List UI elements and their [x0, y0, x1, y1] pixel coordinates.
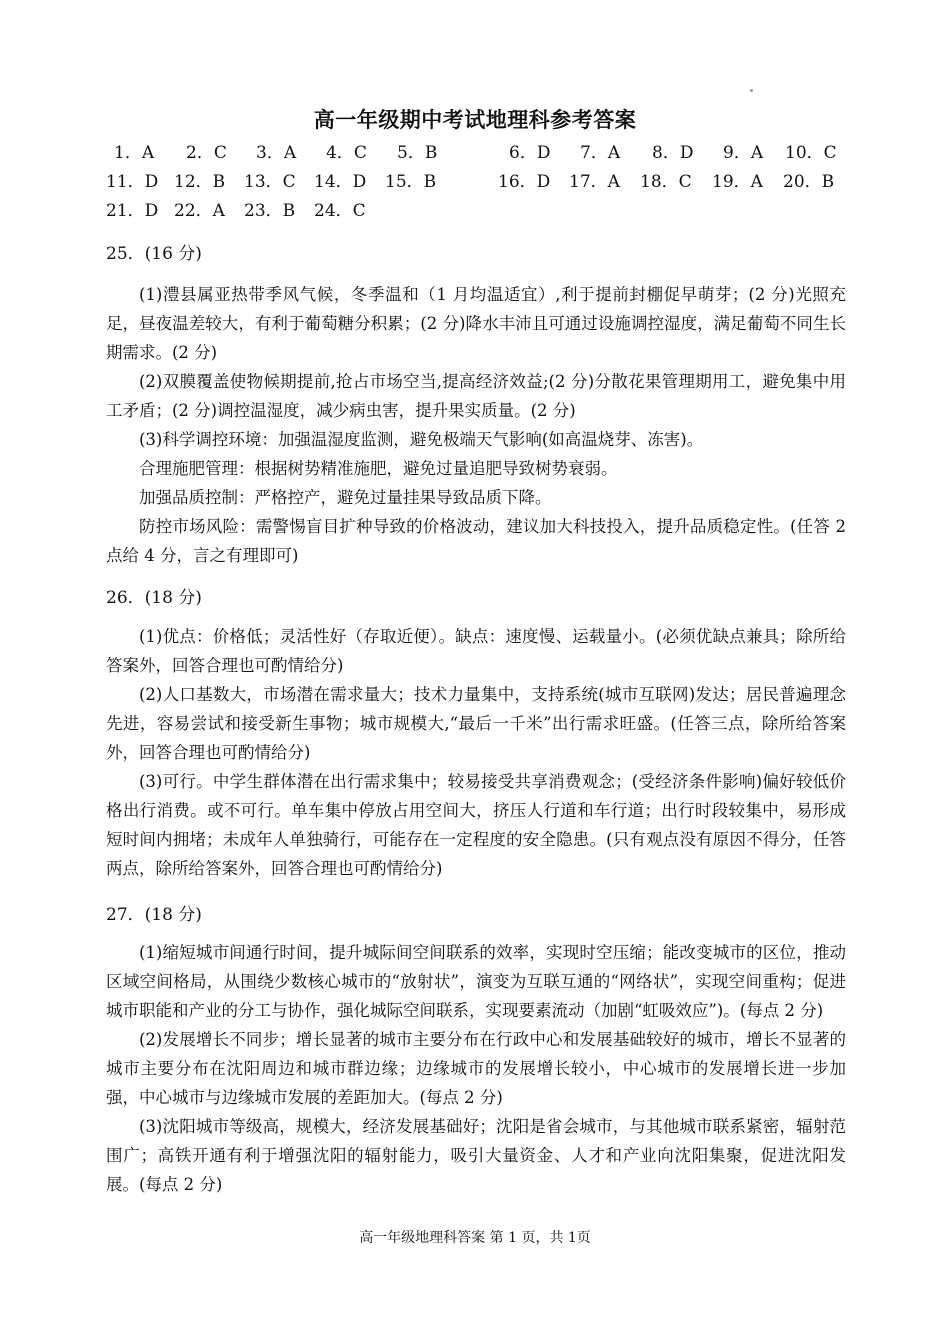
answer-item: 18．C [640, 172, 692, 192]
q25-part3: (3)科学调控环境：加强温湿度监测，避免极端天气影响(如高温烧芽、冻害)。 [139, 430, 704, 449]
answer-item: 3．A [256, 143, 297, 163]
q27-heading: 27．(18 分) [106, 905, 202, 925]
q27-part3: (3)沈阳城市等级高，规模大，经济发展基础好；沈阳是省会城市，与其他城市联系紧密，辐射范围广；高铁开通有利于增强沈阳的辐射能力，吸引大量资金、人才和产业向沈阳集聚，促进沈阳发展。(每点 2 分) [106, 1117, 846, 1194]
answer-item: 4．C [326, 143, 367, 163]
answer-item: 24．C [314, 201, 366, 221]
answer-item: 5．B [397, 143, 438, 163]
answer-item: 23．B [244, 201, 296, 221]
page-footer: 高一年级地理科答案 第 1 页，共 1页 [359, 1230, 591, 1246]
answer-item: 6．D [509, 143, 551, 163]
answer-item: 17．A [569, 172, 620, 192]
q26-answers [106, 622, 846, 883]
answer-item: 11．D [106, 172, 159, 192]
q26-part2: (2)人口基数大，市场潜在需求量大；技术力量集中，支持系统(城市互联网)发达；居民普遍理念先进，容易尝试和接受新生事物；城市规模大,“最后一千米”出行需求旺盛。(任答三点，除所给答案外，回答合理也可酌情给分) [106, 685, 846, 762]
answer-item: 9．A [723, 143, 764, 163]
q25-part3-point: 加强品质控制：严格控产，避免过量挂果导致品质下降。 [139, 488, 552, 507]
answer-item: 12．B [174, 172, 226, 192]
answer-item: 13．C [244, 172, 296, 192]
q25-part2: (2)双膜覆盖使物候期提前,抢占市场空当,提高经济效益;(2 分)分散花果管理期用工，避免集中用工矛盾；(2 分)调控温湿度，减少病虫害，提升果实质量。(2 分) [106, 372, 846, 420]
answer-item: 14．D [314, 172, 367, 192]
q27-answers [106, 938, 846, 1199]
q26-heading: 26．(18 分) [106, 588, 202, 608]
answer-item: 15．B [385, 172, 437, 192]
page-title: 高一年级期中考试地理科参考答案 [313, 108, 637, 132]
answer-item: 8．D [652, 143, 694, 163]
q27-part2: (2)发展增长不同步；增长显著的城市主要分布在行政中心和发展基础较好的城市，增长不显著的城市主要分布在沈阳周边和城市群边缘；边缘城市的发展增长较小，中心城市的发展增长进一步加强，中心城市与边缘城市发展的差距加大。(每点 2 分) [106, 1030, 846, 1107]
answer-item: 16．D [498, 172, 551, 192]
q25-heading: 25．(16 分) [106, 244, 202, 264]
answer-item: 2．C [186, 143, 227, 163]
answer-item: 19．A [712, 172, 763, 192]
answer-item: 22．A [174, 201, 225, 221]
q25-part3-point: 合理施肥管理：根据树势精准施肥，避免过量追肥导致树势衰弱。 [139, 459, 618, 478]
scan-dot [750, 89, 753, 92]
q25-part3-point: 防控市场风险：需警惕盲目扩种导致的价格波动，建议加大科技投入，提升品质稳定性。(任答 2 点给 4 分，言之有理即可) [106, 517, 846, 565]
answer-item: 20．B [783, 172, 835, 192]
answer-item: 21．D [106, 201, 159, 221]
answer-item: 7．A [580, 143, 621, 163]
q26-part3: (3)可行。中学生群体潜在出行需求集中；较易接受共享消费观念；(受经济条件影响)偏好较低价格出行消费。或不可行。单车集中停放占用空间大，挤压人行道和车行道；出行时段较集中，易形成短时间内拥堵；未成年人单独骑行，可能存在一定程度的安全隐患。(只有观点没有原因不得分，任答两点，除所给答案外，回答合理也可酌情给分) [106, 772, 846, 878]
q25-part1: (1)澧县属亚热带季风气候，冬季温和（1 月均温适宜）,利于提前封棚促早萌芽；(2 分)光照充足，昼夜温差较大，有利于葡萄糖分积累；(2 分)降水丰沛且可通过设施调控湿度，满足葡萄不同生长期需求。(2 分) [106, 285, 846, 362]
q27-part1: (1)缩短城市间通行时间，提升城际间空间联系的效率，实现时空压缩；能改变城市的区位，推动区域空间格局，从围绕少数核心城市的“放射状”，演变为互联互通的“网络状”，实现空间重构；促进城市职能和产业的分工与协作，强化城际空间联系，实现要素流动（加剧“虹吸效应”)。(每点 2 分) [106, 943, 846, 1020]
q26-part1: (1)优点：价格低；灵活性好（存取近便）。缺点：速度慢、运载量小。(必须优缺点兼具；除所给答案外，回答合理也可酌情给分) [106, 627, 846, 675]
q25-answers [106, 280, 846, 570]
answer-item: 10．C [785, 143, 837, 163]
answer-item: 1．A [114, 143, 155, 163]
